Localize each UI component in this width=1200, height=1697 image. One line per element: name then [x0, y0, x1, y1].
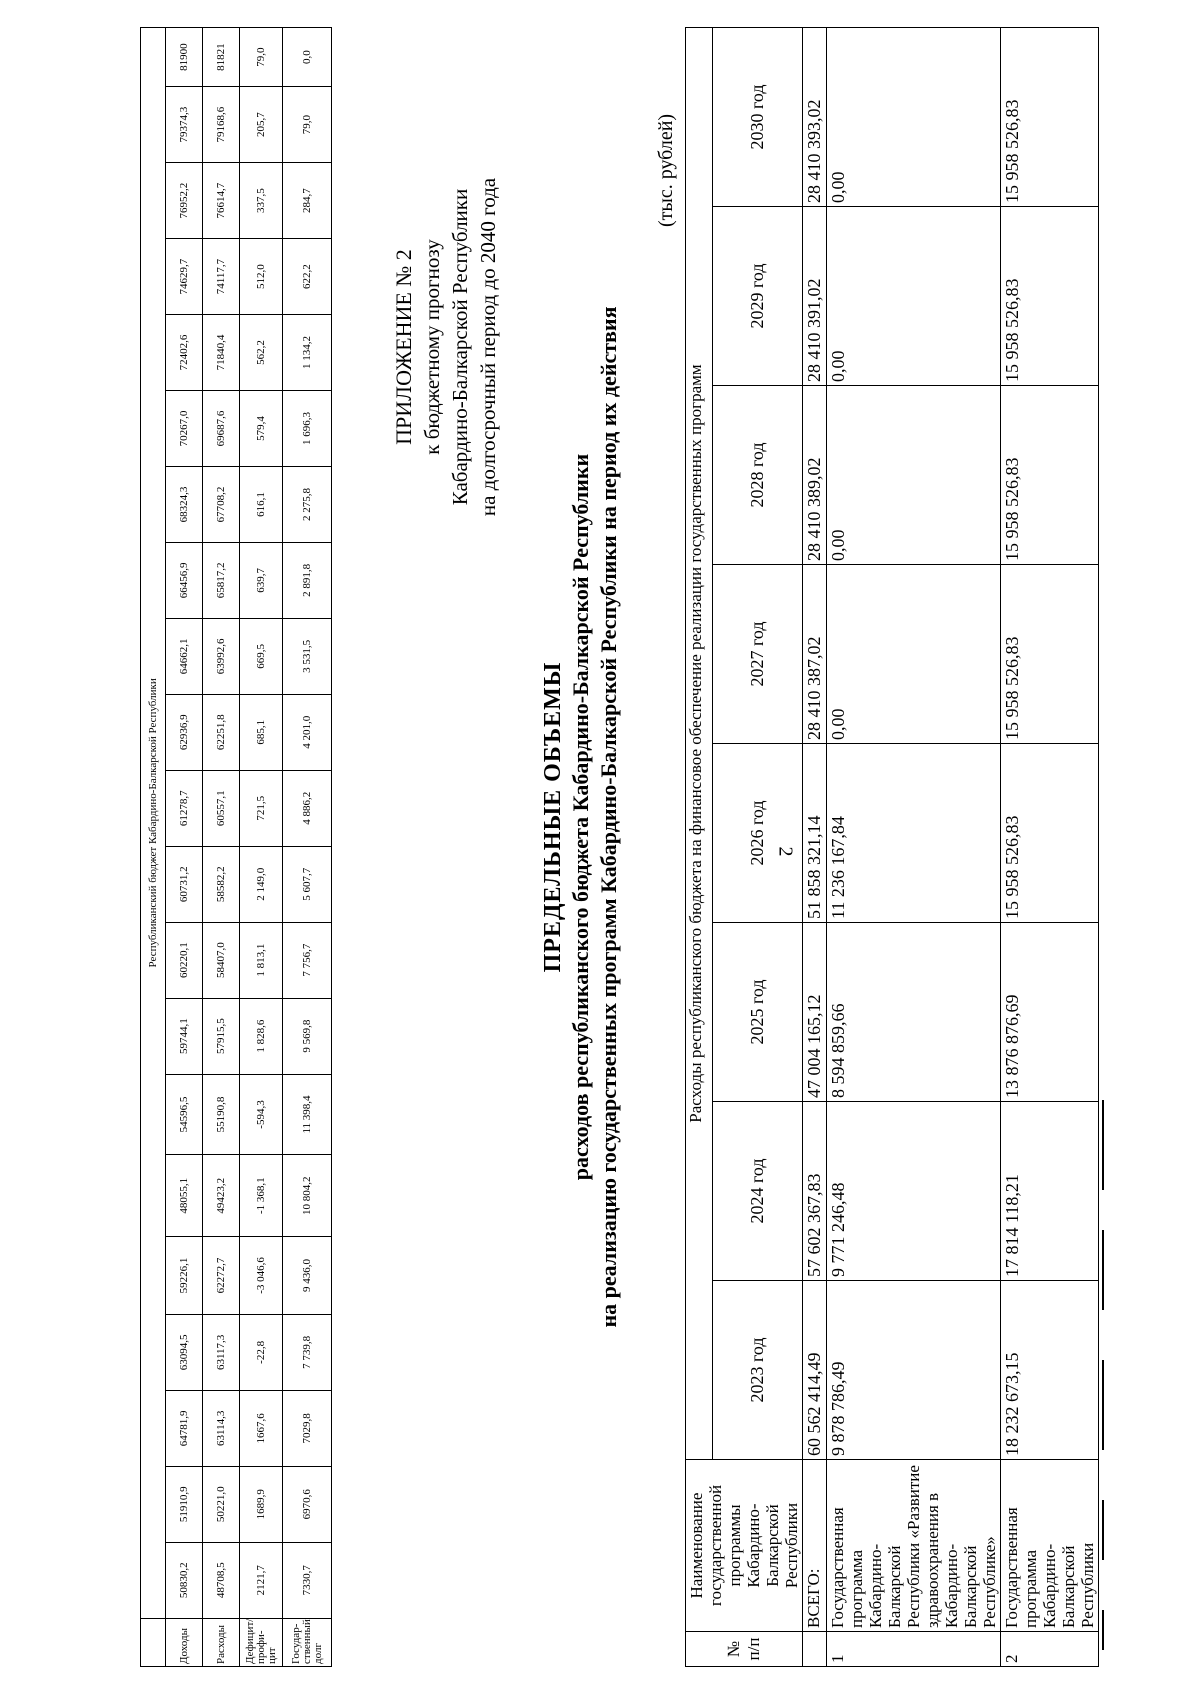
cell: 205,7 — [240, 87, 283, 163]
cell: 81821 — [203, 28, 240, 87]
budget-summary-table — [140, 27, 332, 1667]
cell: 10 804,2 — [283, 1155, 332, 1237]
cell: 57 602 367,83 — [803, 1102, 827, 1281]
cell: 64781,9 — [166, 1390, 203, 1466]
cell: 50221,0 — [203, 1466, 240, 1542]
appendix-block — [390, 27, 502, 667]
cell: 1 813,1 — [240, 922, 283, 998]
row-label: Дефицит/ профи- цит — [240, 1618, 283, 1666]
cell: 8 594 859,66 — [827, 923, 1001, 1102]
cell: 337,5 — [240, 163, 283, 239]
scan-mark — [1102, 1610, 1104, 1650]
year-header: 2024 год — [713, 1102, 803, 1281]
cell: 48708,5 — [203, 1542, 240, 1618]
cell: 7 739,8 — [283, 1314, 332, 1390]
year-header: 2023 год — [713, 1281, 803, 1460]
cell: 284,7 — [283, 163, 332, 239]
unit-label: (тыс. рублей) — [655, 113, 677, 227]
cell: 59744,1 — [166, 998, 203, 1074]
cell: 64662,1 — [166, 618, 203, 694]
cell: 9 436,0 — [283, 1237, 332, 1315]
scan-mark — [1102, 1500, 1104, 1560]
cell: 7330,7 — [283, 1542, 332, 1618]
cell: 5 607,7 — [283, 846, 332, 922]
cell: 60557,1 — [203, 770, 240, 846]
cell: 6970,6 — [283, 1466, 332, 1542]
row-num: 1 — [827, 1632, 1001, 1667]
cell: 81900 — [166, 28, 203, 87]
cell: 1 696,3 — [283, 391, 332, 467]
cell: -594,3 — [240, 1074, 283, 1155]
cell: 7029,8 — [283, 1390, 332, 1466]
cell: 58582,2 — [203, 846, 240, 922]
cell: 50830,2 — [166, 1542, 203, 1618]
cell: 7 756,7 — [283, 922, 332, 998]
table-row — [1001, 28, 1099, 1667]
row-name: Государственная программа Кабардино-Балкарской Республики — [1001, 1460, 1099, 1632]
year-header: 2030 год — [713, 28, 803, 207]
cell: 2 275,8 — [283, 466, 332, 542]
appendix-line: на долгосрочный период до 2040 года — [476, 177, 500, 517]
cell: 4 886,2 — [283, 770, 332, 846]
cell: 0,00 — [827, 28, 1001, 207]
cell: 51 858 321,14 — [803, 744, 827, 923]
cell: 58407,0 — [203, 922, 240, 998]
cell: 562,2 — [240, 315, 283, 391]
cell: 3 531,5 — [283, 618, 332, 694]
cell: 79,0 — [283, 87, 332, 163]
cell: 685,1 — [240, 694, 283, 770]
row-num: 2 — [1001, 1632, 1099, 1667]
cell: 721,5 — [240, 770, 283, 846]
table-row — [827, 28, 1001, 1667]
cell: -1 368,1 — [240, 1155, 283, 1237]
cell: 579,4 — [240, 391, 283, 467]
program-expenses-table — [685, 27, 1099, 1667]
heading-line: на реализацию государственных программ Кабардино-Балкарской Республики на период их действия — [596, 306, 621, 1328]
cell: 2 891,8 — [283, 542, 332, 618]
cell: 15 958 526,83 — [1001, 744, 1099, 923]
cell: 17 814 118,21 — [1001, 1102, 1099, 1281]
cell: 0,0 — [283, 28, 332, 87]
cell: -3 046,6 — [240, 1237, 283, 1315]
cell: 9 569,8 — [283, 998, 332, 1074]
scan-mark — [1102, 1100, 1104, 1190]
cell: 60731,2 — [166, 846, 203, 922]
cell: 72402,6 — [166, 315, 203, 391]
cell: 49423,2 — [203, 1155, 240, 1237]
year-header: 2027 год — [713, 565, 803, 744]
row-name: Государственная программа Кабардино-Балкарской Республики «Развитие здравоохранения в Кабардино-Балкарской Республике» — [827, 1460, 1001, 1632]
table-row — [803, 28, 827, 1667]
cell: 69687,6 — [203, 391, 240, 467]
year-header: 2029 год — [713, 207, 803, 386]
cell: 74117,7 — [203, 239, 240, 315]
table-row — [283, 28, 332, 1667]
group-header: Расходы республиканского бюджета на финансовое обеспечение реализации государственных программ — [686, 28, 713, 1460]
row-num — [803, 1632, 827, 1667]
cell: 11 398,4 — [283, 1074, 332, 1155]
cell: 0,00 — [827, 565, 1001, 744]
cell: -22,8 — [240, 1314, 283, 1390]
cell: 48055,1 — [166, 1155, 203, 1237]
cell: 57915,5 — [203, 998, 240, 1074]
cell: 74629,7 — [166, 239, 203, 315]
cell: 4 201,0 — [283, 694, 332, 770]
row-label: Расходы — [203, 1618, 240, 1666]
cell: 62251,8 — [203, 694, 240, 770]
cell: 63094,5 — [166, 1314, 203, 1390]
year-header: 2025 год — [713, 923, 803, 1102]
cell: 28 410 387,02 — [803, 565, 827, 744]
cell: 76614,7 — [203, 163, 240, 239]
cell: 9 771 246,48 — [827, 1102, 1001, 1281]
cell: 63114,3 — [203, 1390, 240, 1466]
cell: 63117,3 — [203, 1314, 240, 1390]
cell: 65817,2 — [203, 542, 240, 618]
cell: 28 410 391,02 — [803, 207, 827, 386]
col-num-header: № п/п — [686, 1632, 803, 1667]
heading-title: ПРЕДЕЛЬНЫЕ ОБЪЕМЫ — [540, 661, 566, 973]
cell: 622,2 — [283, 239, 332, 315]
cell: 13 876 876,69 — [1001, 923, 1099, 1102]
appendix-line: Кабардино-Балкарской Республики — [448, 188, 472, 506]
col-name-header: Наименование государственной программы Кабардино-Балкарской Республики — [686, 1460, 803, 1632]
scan-mark — [1102, 1360, 1104, 1450]
cell: 9 878 786,49 — [827, 1281, 1001, 1460]
table-row — [240, 28, 283, 1667]
cell: 60 562 414,49 — [803, 1281, 827, 1460]
cell: 2121,7 — [240, 1542, 283, 1618]
page-number: 2 — [774, 846, 797, 857]
cell: 1667,6 — [240, 1390, 283, 1466]
cell: 79374,3 — [166, 87, 203, 163]
cell: 0,00 — [827, 207, 1001, 386]
cell: 15 958 526,83 — [1001, 207, 1099, 386]
row-label: Государ- ственный долг — [283, 1618, 332, 1666]
year-header: 2026 год — [713, 744, 803, 923]
appendix-line: к бюджетному прогнозу — [420, 239, 444, 455]
cell: 61278,7 — [166, 770, 203, 846]
cell: 15 958 526,83 — [1001, 28, 1099, 207]
cell: 639,7 — [240, 542, 283, 618]
cell: 55190,8 — [203, 1074, 240, 1155]
appendix-title: ПРИЛОЖЕНИЕ № 2 — [391, 249, 416, 445]
cell: 616,1 — [240, 466, 283, 542]
cell: 47 004 165,12 — [803, 923, 827, 1102]
cell: 68324,3 — [166, 466, 203, 542]
cell: 1 134,2 — [283, 315, 332, 391]
scan-mark — [1102, 1230, 1104, 1310]
cell: 60220,1 — [166, 922, 203, 998]
cell: 67708,2 — [203, 466, 240, 542]
cell: 79168,6 — [203, 87, 240, 163]
table-row — [203, 28, 240, 1667]
cell: 63992,6 — [203, 618, 240, 694]
cell: 512,0 — [240, 239, 283, 315]
cell: 66456,9 — [166, 542, 203, 618]
cell: 54596,5 — [166, 1074, 203, 1155]
cell: 2 149,0 — [240, 846, 283, 922]
cell: 28 410 393,02 — [803, 28, 827, 207]
document-heading — [540, 77, 623, 1557]
heading-line: расходов республиканского бюджета Кабардино-Балкарской Республики — [568, 453, 593, 1181]
cell: 15 958 526,83 — [1001, 386, 1099, 565]
cell: 18 232 673,15 — [1001, 1281, 1099, 1460]
cell: 70267,0 — [166, 391, 203, 467]
cell: 1 828,6 — [240, 998, 283, 1074]
cell: 1689,9 — [240, 1466, 283, 1542]
cell: 59226,1 — [166, 1237, 203, 1315]
year-header: 2028 год — [713, 386, 803, 565]
row-label: Доходы — [166, 1618, 203, 1666]
cell: 51910,9 — [166, 1466, 203, 1542]
cell: 62272,7 — [203, 1237, 240, 1315]
table-caption-spacer — [141, 1618, 166, 1666]
cell: 11 236 167,84 — [827, 744, 1001, 923]
cell: 669,5 — [240, 618, 283, 694]
cell: 79,0 — [240, 28, 283, 87]
table-row — [166, 28, 203, 1667]
cell: 28 410 389,02 — [803, 386, 827, 565]
cell: 62936,9 — [166, 694, 203, 770]
cell: 76952,2 — [166, 163, 203, 239]
cell: 0,00 — [827, 386, 1001, 565]
table-caption: Республиканский бюджет Кабардино-Балкарской Республики — [141, 28, 166, 1619]
row-name: ВСЕГО: — [803, 1460, 827, 1632]
cell: 71840,4 — [203, 315, 240, 391]
cell: 15 958 526,83 — [1001, 565, 1099, 744]
